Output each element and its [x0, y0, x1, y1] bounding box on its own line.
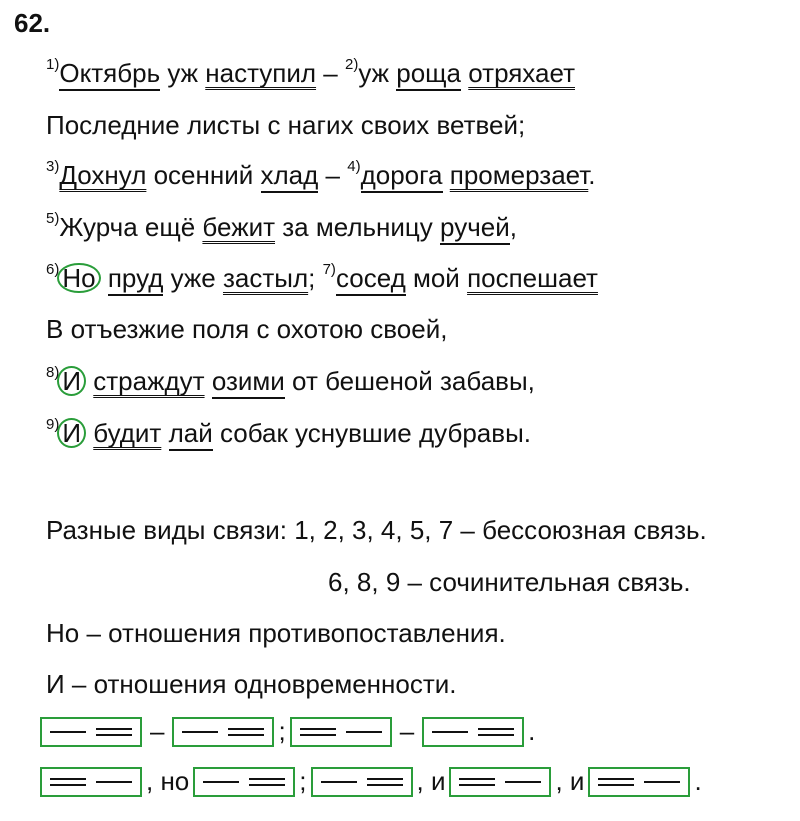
predicate-word: наступил — [205, 58, 317, 88]
sentence-number: 5) — [46, 210, 60, 228]
sentence-number: 8) — [46, 364, 60, 382]
plain-text: уж — [160, 58, 206, 88]
subject-mark — [505, 781, 541, 783]
predicate-word: отряхает — [468, 58, 575, 88]
subject-mark — [321, 781, 357, 783]
plain-text: – — [316, 58, 345, 88]
poem-line-2: Последние листы с нагих своих ветвей; — [46, 110, 526, 140]
subject-mark — [182, 731, 218, 733]
scheme-box — [40, 717, 142, 747]
predicate-mark — [598, 778, 634, 786]
analysis-line-3: Но – отношения противопоставления. — [46, 618, 506, 648]
sentence-number: 2) — [344, 56, 359, 74]
scheme-box — [449, 767, 551, 797]
plain-text: за мельницу — [275, 212, 441, 242]
analysis-line-2: 6, 8, 9 – сочинительная связь. — [328, 567, 691, 597]
predicate-word: застыл — [222, 263, 309, 293]
predicate-mark — [300, 728, 336, 736]
subject-mark — [50, 731, 86, 733]
plain-text: . — [588, 160, 596, 190]
plain-text — [205, 366, 212, 396]
plain-text — [101, 263, 108, 293]
scheme-box — [588, 767, 690, 797]
subject-word: озими — [212, 366, 285, 399]
subject-word: лай — [169, 418, 213, 451]
subject-mark — [432, 731, 468, 733]
sentence-number: 7) — [322, 261, 336, 279]
poem-line-8 — [46, 418, 531, 448]
plain-text: Журча ещё — [59, 212, 203, 242]
predicate-word: промерзает — [449, 160, 589, 190]
sentence-number: 6) — [46, 261, 60, 279]
poem-line-6: В отъезжие поля с охотою своей, — [46, 314, 448, 344]
scheme-separator: ; — [299, 766, 307, 796]
scheme-box — [193, 767, 295, 797]
analysis-line-4: И – отношения одновременности. — [46, 669, 457, 699]
sentence-number: 4) — [347, 158, 361, 176]
predicate-mark — [367, 778, 403, 786]
scheme-box — [40, 767, 142, 797]
predicate-mark — [228, 728, 264, 736]
poem-line-7 — [46, 366, 535, 396]
predicate-mark — [96, 728, 132, 736]
subject-mark — [644, 781, 680, 783]
poem-line-4 — [46, 212, 517, 242]
subject-word: Октябрь — [59, 58, 160, 91]
predicate-word: Дохнул — [59, 160, 147, 190]
scheme-separator: , и — [416, 766, 446, 796]
subject-mark — [96, 781, 132, 783]
predicate-word: бежит — [202, 212, 276, 242]
scheme-separator: – — [399, 716, 415, 746]
subject-mark — [346, 731, 382, 733]
subject-mark — [203, 781, 239, 783]
exercise-number: 62. — [14, 8, 51, 38]
scheme-separator: – — [150, 716, 165, 746]
sentence-number: 9) — [46, 416, 60, 434]
predicate-mark — [50, 778, 86, 786]
subject-word: сосед — [336, 263, 406, 296]
predicate-mark — [459, 778, 495, 786]
plain-text: уж — [358, 58, 397, 88]
plain-text: – — [318, 160, 348, 190]
predicate-word: будит — [93, 418, 162, 448]
predicate-mark — [478, 728, 514, 736]
predicate-word: поспешает — [467, 263, 598, 293]
plain-text: уже — [163, 263, 223, 293]
plain-text: собак уснувшие дубравы. — [212, 418, 531, 448]
poem-line-1 — [46, 58, 575, 88]
sentence-number: 3) — [46, 158, 60, 176]
scheme-separator: . — [694, 766, 702, 796]
scheme-separator: . — [528, 716, 536, 746]
scheme-box — [290, 717, 392, 747]
poem-line-5 — [46, 263, 598, 293]
conjunction-circled: Но — [57, 263, 100, 293]
plain-text — [161, 418, 168, 448]
scheme-row-1 — [40, 716, 539, 747]
plain-text — [443, 160, 450, 190]
plain-text: осенний — [146, 160, 261, 190]
analysis-line-1: Разные виды связи: 1, 2, 3, 4, 5, 7 – бессоюзная связь. — [46, 515, 707, 545]
poem-line-3 — [46, 160, 596, 190]
plain-text: от бешеной забавы, — [284, 366, 535, 396]
scheme-separator: , и — [555, 766, 585, 796]
scheme-separator: , но — [146, 766, 190, 796]
subject-word: дорога — [361, 160, 443, 193]
plain-text: мой — [405, 263, 468, 293]
scheme-box — [422, 717, 524, 747]
scheme-separator: ; — [278, 716, 286, 746]
scheme-box — [172, 717, 274, 747]
scheme-box — [311, 767, 413, 797]
scheme-row-2 — [40, 766, 706, 797]
subject-word: роща — [396, 58, 461, 91]
conjunction-circled: И — [57, 418, 86, 448]
predicate-mark — [249, 778, 285, 786]
plain-text: ; — [308, 263, 323, 293]
predicate-word: страждут — [93, 366, 205, 396]
subject-word: хлад — [261, 160, 319, 193]
subject-word: пруд — [108, 263, 164, 296]
subject-word: ручей — [440, 212, 510, 245]
conjunction-circled: И — [57, 366, 86, 396]
sentence-number: 1) — [46, 56, 60, 74]
plain-text: , — [509, 212, 517, 242]
